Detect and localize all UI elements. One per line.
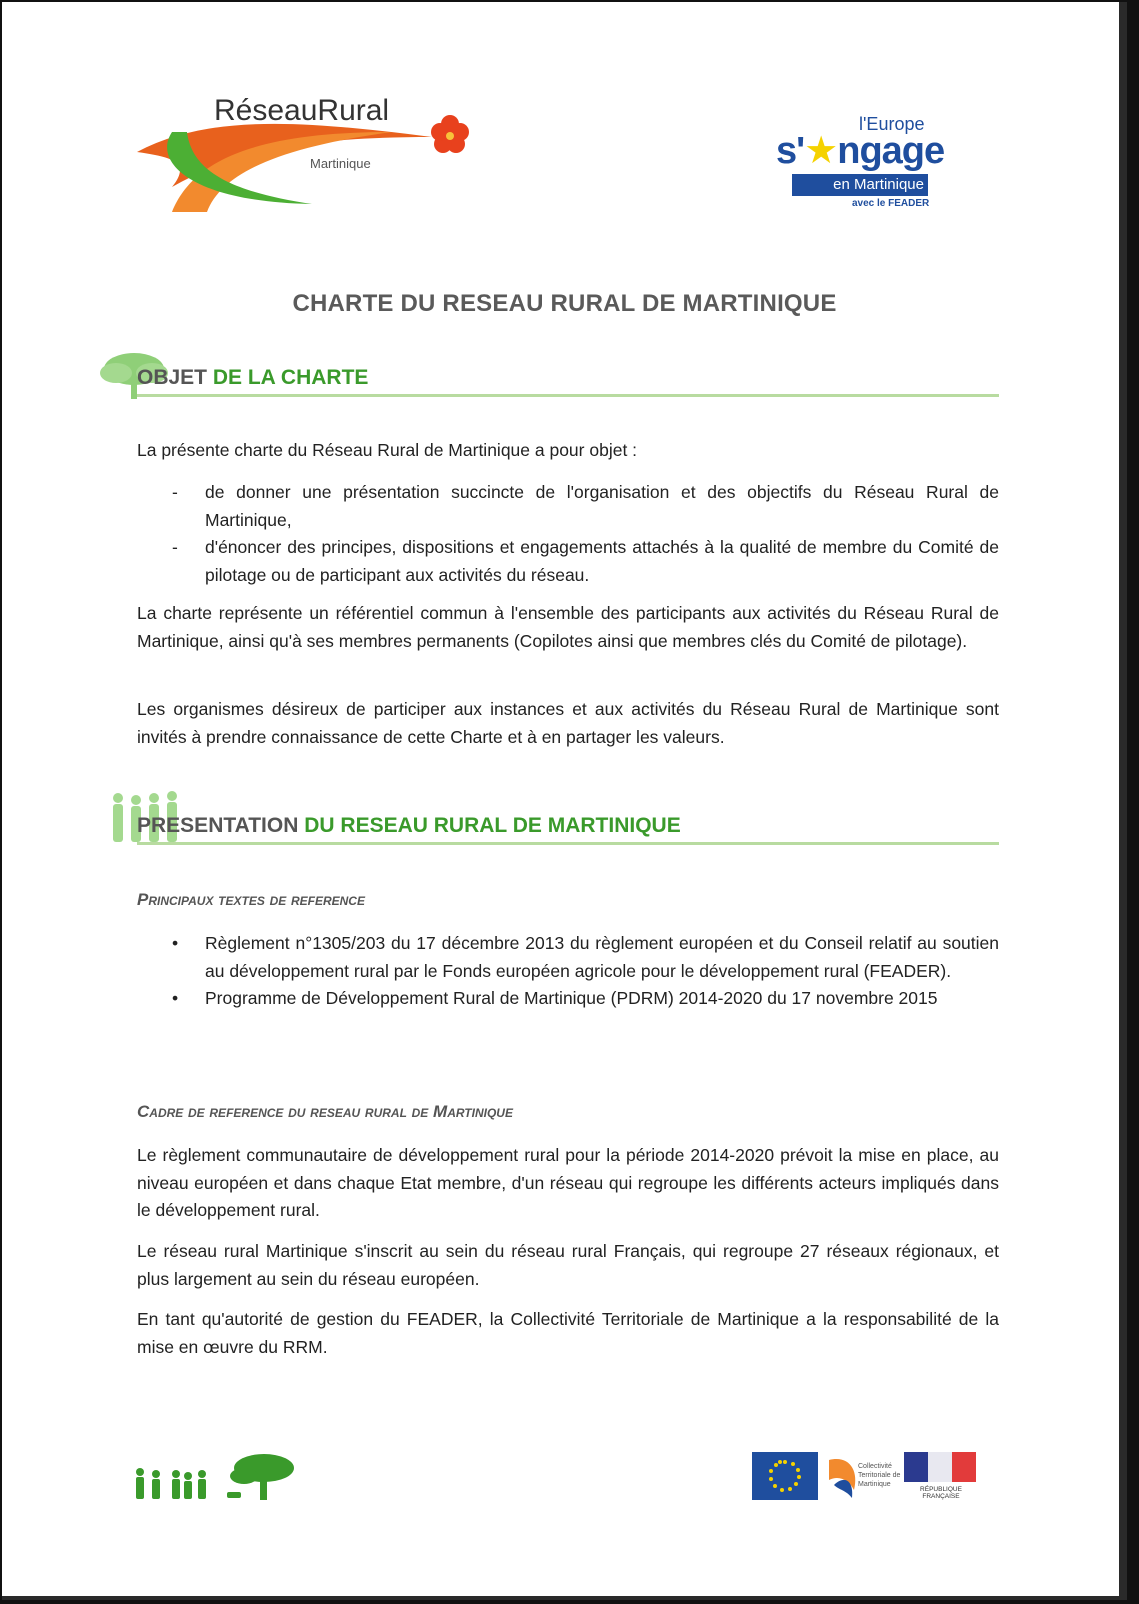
bullet-dot: • <box>172 933 179 953</box>
logo-en-martinique: en Martinique <box>792 174 928 196</box>
logo-word-rural: Rural <box>317 94 390 127</box>
cadre-para-3: En tant qu'autorité de gestion du FEADER, la Collectivité Territoriale de Martinique a la responsabilité de la mise en œuvre du RRM. <box>137 1309 999 1357</box>
reference-list <box>172 930 999 1013</box>
objet-para-1: La charte représente un référentiel commun à l'ensemble des participants aux activités du Réseau Rural de Martinique, ainsi qu'à ses membres permanents (Copilotes ainsi que membres clés du Comité de pilotage). <box>137 603 999 651</box>
page-title: CHARTE DU RESEAU RURAL DE MARTINIQUE <box>292 290 837 317</box>
subheading-cadre-reference: Cadre de reference du reseau rural de Martinique <box>137 1102 513 1121</box>
ctm-text: Collectivité Territoriale de Martinique <box>858 1463 901 1488</box>
objet-intro: La présente charte du Réseau Rural de Martinique a pour objet : <box>137 440 638 460</box>
dash-bullet: - <box>172 537 178 557</box>
document-page <box>2 2 1127 1600</box>
section-heading-green: DU RESEAU RURAL DE MARTINIQUE <box>298 814 681 837</box>
list-item-text: de donner une présentation succincte de l'organisation et des objectifs du Réseau Rural de Martinique, <box>205 482 999 530</box>
logo-ngage: ngage <box>837 130 945 172</box>
subheading-textes-reference: Principaux textes de reference <box>137 890 365 909</box>
objet-para-2: Les organismes désireux de participer aux instances et aux activités du Réseau Rural de Martinique sont invités à prendre connaissance de cette Charte et à en partager les valeurs. <box>137 699 999 747</box>
ctm-logo <box>824 1450 900 1502</box>
logo-leurope: l'Europe <box>859 114 925 134</box>
bullet-dot: • <box>172 988 179 1008</box>
dash-bullet: - <box>172 482 178 502</box>
list-item <box>172 930 999 985</box>
logo-sub-martinique: Martinique <box>310 156 371 171</box>
logo-word-reseau: Réseau <box>214 94 318 127</box>
europe-engage-logo <box>774 114 945 214</box>
section-heading-grey: PRESENTATION <box>137 814 299 837</box>
list-item-text: Programme de Développement Rural de Martinique (PDRM) 2014-2020 du 17 novembre 2015 <box>205 988 938 1008</box>
list-item-text: Règlement n°1305/203 du 17 décembre 2013 du règlement européen et du Conseil relatif au soutien au développement rural par le Fonds européen agricole pour le développement rural (FEADER). <box>205 933 999 981</box>
objet-list <box>172 479 999 589</box>
eu-stars-icon <box>752 1452 818 1500</box>
list-item <box>172 985 999 1013</box>
cadre-para-2: Le réseau rural Martinique s'inscrit au sein du réseau rural Français, qui regroupe 27 réseaux régionaux, et plus largement au sein du réseau européen. <box>137 1241 999 1289</box>
rf-flag-red <box>952 1452 976 1482</box>
logo-avec-feader: avec le FEADER <box>852 198 930 209</box>
section-heading-objet <box>137 366 368 390</box>
section-heading-green: DE LA CHARTE <box>207 366 369 389</box>
list-item-text: d'énoncer des principes, dispositions et engagements attachés à la qualité de membre du Comité de pilotage ou de participant aux activités du réseau. <box>205 537 999 585</box>
section-heading-grey: OBJET <box>137 366 208 389</box>
republique-francaise-logo <box>904 1452 978 1502</box>
list-item <box>172 534 999 589</box>
eu-star-icon: ★ <box>804 130 838 172</box>
list-item <box>172 479 999 534</box>
reseau-rural-logo <box>132 92 477 217</box>
logo-s-apostrophe: s' <box>776 130 805 172</box>
section-rule <box>137 394 999 397</box>
eu-flag-logo <box>752 1452 818 1500</box>
cadre-para-1: Le règlement communautaire de développement rural pour la période 2014-2020 prévoit la mise en place, au niveau européen et dans chaque Etat membre, d'un réseau qui regroupe les différents acteurs impliqués dans le développement rural. <box>137 1145 999 1220</box>
rf-text: RÉPUBLIQUE FRANÇAISE <box>920 1486 962 1500</box>
section-rule <box>137 842 999 845</box>
section-heading-presentation <box>137 814 681 838</box>
rf-flag-blue <box>904 1452 928 1482</box>
footer-people-tree-icon <box>132 1450 302 1510</box>
rf-flag-white <box>928 1452 952 1482</box>
